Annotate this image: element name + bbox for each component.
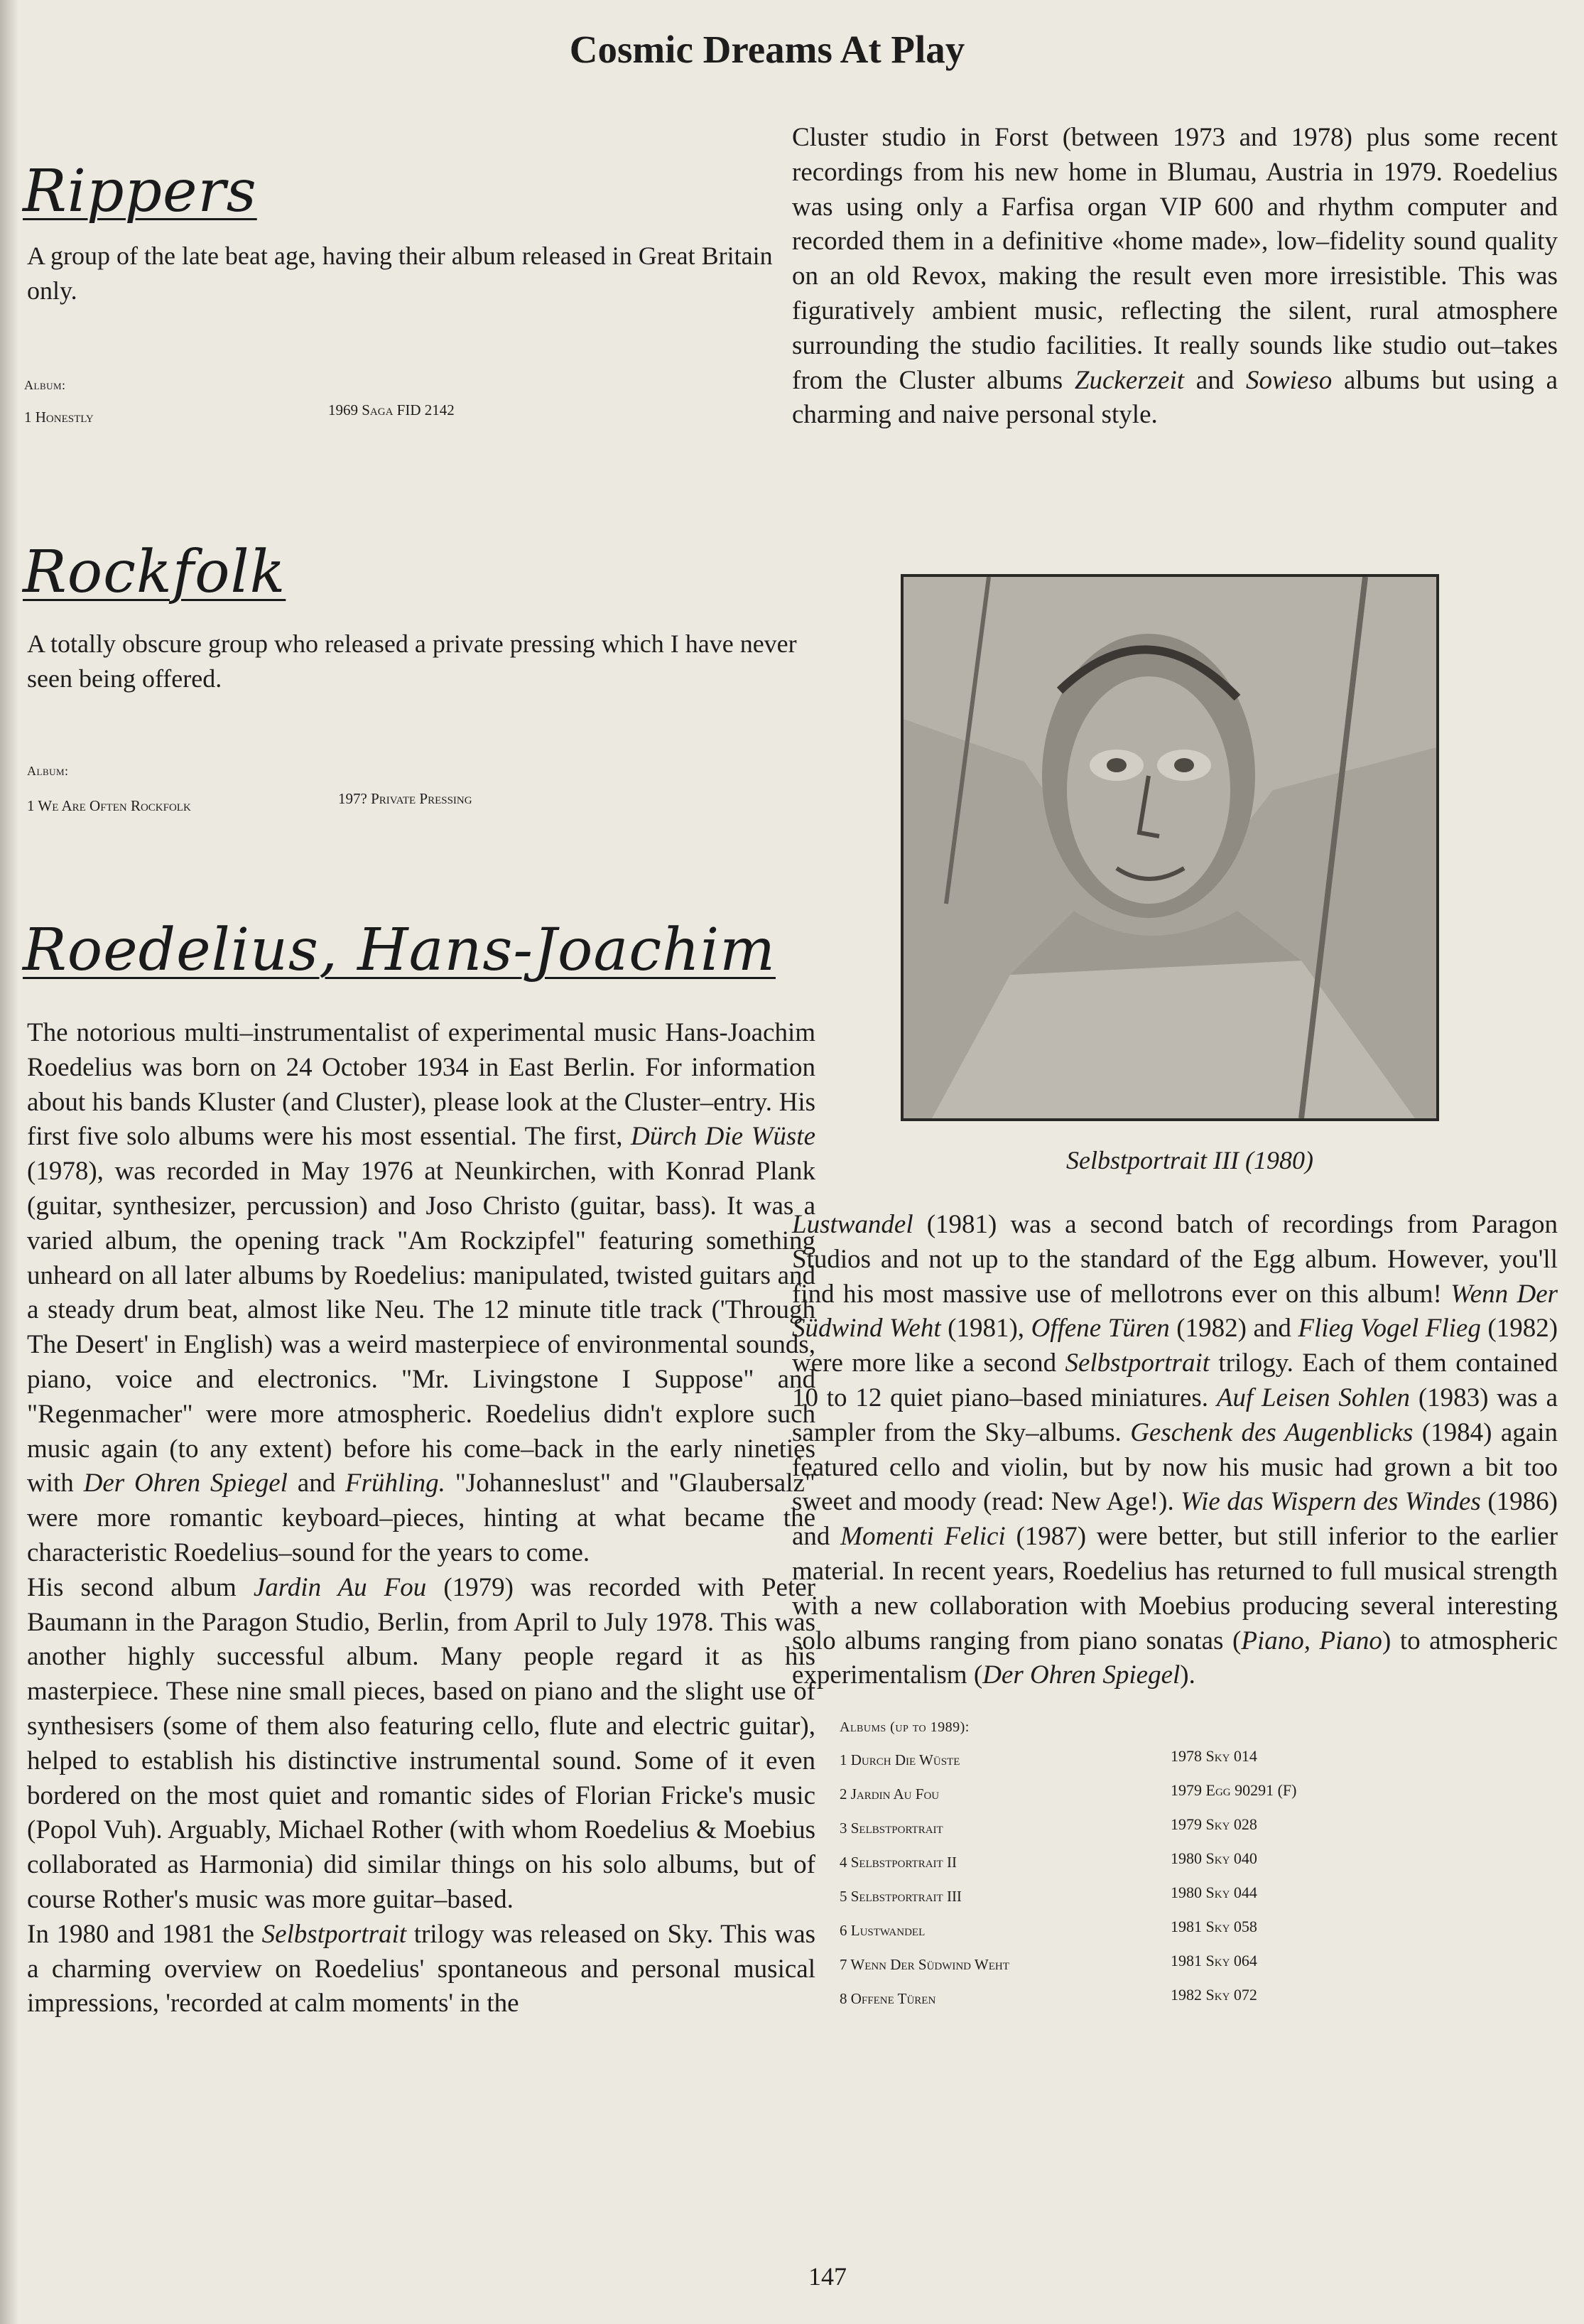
roedelius-paragraph-1	[27, 1016, 815, 1571]
page-gutter-shadow	[0, 0, 18, 2324]
text-run: (1982) and	[1176, 1314, 1291, 1344]
rippers-description: A group of the late beat age, having their album released in Great Britain only.	[27, 242, 773, 305]
discography-album-title: 2 Jardin Au Fou	[840, 1785, 940, 1803]
roedelius-paragraph-4	[792, 1208, 1558, 1693]
discography-album-title: 8 Offene Türen	[840, 1990, 936, 2007]
portrait-sketch	[904, 577, 1436, 1118]
roedelius-albums-label: Albums (up to 1989):	[840, 1719, 970, 1735]
text-run: (1978), was recorded in May 1976 at Neunkirchen, with Konrad Plank (guitar, synthesizer, percussion) and Joso Christo (guitar, bass). It was a varied album, the opening track "Am Rockzipfel" featuring something unheard on all later albums by Roedelius: manipulated, twisted guitars and a steady drum beat, almost like Neu. The 12 minute title track ('Through The Desert' in English) was a weird masterpiece of environmental sounds, piano, voice and electronics. "Mr. Livingstone I Suppose" and "Regenmacher" were more atmospheric. Roedelius didn't explore such music again (to any extent) before his come–back in the early nineties with	[27, 1157, 815, 1498]
discography-album-info: 1979 Sky 028	[1171, 1815, 1257, 1833]
discography-album-info: 1980 Sky 044	[1171, 1883, 1257, 1901]
text-run: Cluster studio in Forst (between 1973 and 1978) plus some recent recordings from his new home in Blumau, Austria in 1979. Roedelius was using only a Farfisa organ VIP 600 and rhythm computer and recorded them in a definitive «home made», low–fidelity sound quality on an old Revox, making the result even more irresistible. This was figuratively ambient music, reflecting the silent, rural atmosphere surrounding the studio facilities. It really sounds like studio out–takes from the Cluster albums	[792, 123, 1558, 395]
discography-album-info: 1980 Sky 040	[1171, 1849, 1257, 1867]
album-title-text: Selbstportrait	[1065, 1349, 1210, 1378]
rockfolk-album-info: 197? Private Pressing	[338, 790, 472, 807]
text-run: ) to atmospheric experimentalism (	[792, 1626, 1558, 1690]
heading-rockfolk: Rockfolk	[23, 539, 286, 606]
text-run: (1982) were more like a second	[792, 1314, 1558, 1378]
roedelius-paragraph-3-continued	[792, 121, 1558, 433]
text-run: (1981) was a second batch of recordings from Paragon Studios and not up to the standard of the Egg album. However, you'll find his most massive use of mellotrons ever on this album!	[792, 1210, 1558, 1309]
roedelius-discography	[840, 1747, 1479, 2192]
album-title-text: Frühling.	[345, 1469, 445, 1498]
album-title-text: Lustwandel	[792, 1210, 913, 1239]
rockfolk-description: A totally obscure group who released a private pressing which I have never seen being offered.	[27, 629, 797, 693]
caption-year: (1980)	[1245, 1146, 1313, 1174]
text-run: (1984) again featured cello and violin, but by now his music had grown a bit too sweet and moody (read: New Age!).	[792, 1417, 1558, 1517]
rippers-album-info: 1969 Saga FID 2142	[328, 401, 455, 418]
discography-album-info: 1981 Sky 058	[1171, 1918, 1257, 1935]
album-title-text: Der Ohren Spiegel	[982, 1660, 1181, 1690]
album-title-text: Jardin Au Fou	[253, 1572, 427, 1602]
caption-title: Selbstportrait III	[1066, 1146, 1239, 1174]
album-title-text: Flieg Vogel Flieg	[1298, 1314, 1481, 1344]
album-title-text: Momenti Felici	[840, 1522, 1006, 1552]
text-run: The notorious multi–instrumentalist of experimental music Hans-Joachim Roedelius was born on 24 October 1934 in East Berlin. For information about his bands Kluster (and Cluster), please look at the Cluster–entry. His first five solo albums were his most essential. The first,	[27, 1018, 815, 1152]
discography-album-info: 1978 Sky 014	[1171, 1747, 1257, 1765]
album-title-text: Der Ohren Spiegel	[83, 1469, 288, 1498]
album-title-text: Wie das Wispern des Windes	[1181, 1487, 1481, 1517]
photo-caption	[899, 1145, 1481, 1175]
text-run: trilogy was released on Sky. This was a charming overview on Roedelius' spontaneous and personal musical impressions, 'recorded at calm moments' in the	[27, 1919, 816, 2018]
heading-rippers: Rippers	[23, 158, 257, 225]
discography-album-title: 1 Durch Die Wüste	[840, 1751, 960, 1768]
text-run: albums but using a charming and naive personal style.	[792, 365, 1558, 430]
page-number: 147	[808, 2262, 847, 2291]
text-run: (1986) and	[792, 1487, 1558, 1552]
album-title-text: Zuckerzeit	[1074, 365, 1185, 395]
rippers-section	[27, 239, 815, 308]
text-run: and	[1195, 365, 1235, 395]
discography-album-title: 3 Selbstportrait	[840, 1820, 943, 1837]
selbstportrait-painting	[901, 574, 1439, 1121]
discography-album-info: 1982 Sky 072	[1171, 1986, 1257, 2004]
text-run: ).	[1180, 1660, 1195, 1690]
album-title-text: Offene Türen	[1031, 1314, 1170, 1344]
rockfolk-album-label: Album:	[27, 764, 69, 778]
album-title-text: Wenn Der Südwind Weht	[792, 1279, 1558, 1344]
roedelius-left-column	[27, 1016, 815, 2021]
rockfolk-section	[27, 627, 815, 696]
discography-album-title: 6 Lustwandel	[840, 1922, 926, 1939]
album-title-text: Auf Leisen Sohlen	[1216, 1383, 1411, 1412]
rockfolk-album-title: 1 We Are Often Rockfolk	[27, 797, 191, 814]
roedelius-paragraph-2	[27, 1571, 815, 1918]
page-title: Cosmic Dreams At Play	[569, 28, 965, 71]
text-run: His second album	[27, 1572, 237, 1602]
rippers-album-title: 1 Honestly	[24, 409, 94, 426]
text-run: (1983) was a sampler from the Sky–albums.	[792, 1383, 1558, 1447]
text-run: (1981),	[948, 1314, 1025, 1344]
discography-album-info: 1979 Egg 90291 (F)	[1171, 1781, 1297, 1799]
roedelius-right-top	[792, 121, 1558, 433]
heading-roedelius: Roedelius, Hans-Joachim	[23, 917, 776, 984]
text-run: In 1980 and 1981 the	[27, 1919, 254, 1949]
roedelius-right-middle	[792, 1208, 1558, 1693]
album-title-text: Sowieso	[1245, 365, 1333, 395]
discography-album-title: 5 Selbstportrait III	[840, 1888, 962, 1905]
text-run: (1979) was recorded with Peter Baumann in the Paragon Studio, Berlin, from April to July 1978. This was another highly successful album. Many people regard it as his masterpiece. These nine small pieces, based on piano and the slight use of synthesisers (some of them also featuring cello, flute and electric guitar), helped to establish his distinctive instrumental sound. Some of it even bordered on the most quiet and romantic sides of Florian Fricke's music (Popol Vuh). Arguably, Michael Rother (with whom Roedelius & Moebius collaborated as Harmonia) did similar things on his solo albums, but of course Rother's music was more guitar–based.	[27, 1572, 816, 1914]
album-title-text: Geschenk des Augenblicks	[1130, 1417, 1414, 1447]
rippers-album-label: Album:	[24, 378, 66, 392]
album-title-text: Piano, Piano	[1241, 1626, 1382, 1655]
album-title-text: Dürch Die Wüste	[631, 1122, 815, 1152]
discography-album-info: 1981 Sky 064	[1171, 1952, 1257, 1969]
text-run: (1987) were better, but still inferior to the earlier material. In recent years, Roedelius has returned to full musical strength with a new collaboration with Moebius producing several interesting solo albums ranging from piano sonatas (	[792, 1522, 1558, 1655]
text-run: and	[297, 1469, 336, 1498]
album-title-text: Selbstportrait	[261, 1919, 407, 1949]
discography-album-title: 4 Selbstportrait II	[840, 1854, 957, 1871]
roedelius-paragraph-3	[27, 1918, 815, 2021]
text-run: "Johanneslust" and "Glaubersalz" were more romantic keyboard–pieces, hinting at what became the characteristic Roedelius–sound for the years to come.	[27, 1469, 816, 1567]
discography-album-title: 7 Wenn Der Südwind Weht	[840, 1956, 1009, 1973]
text-run: trilogy. Each of them contained 10 to 12 quiet piano–based miniatures.	[792, 1349, 1558, 1412]
